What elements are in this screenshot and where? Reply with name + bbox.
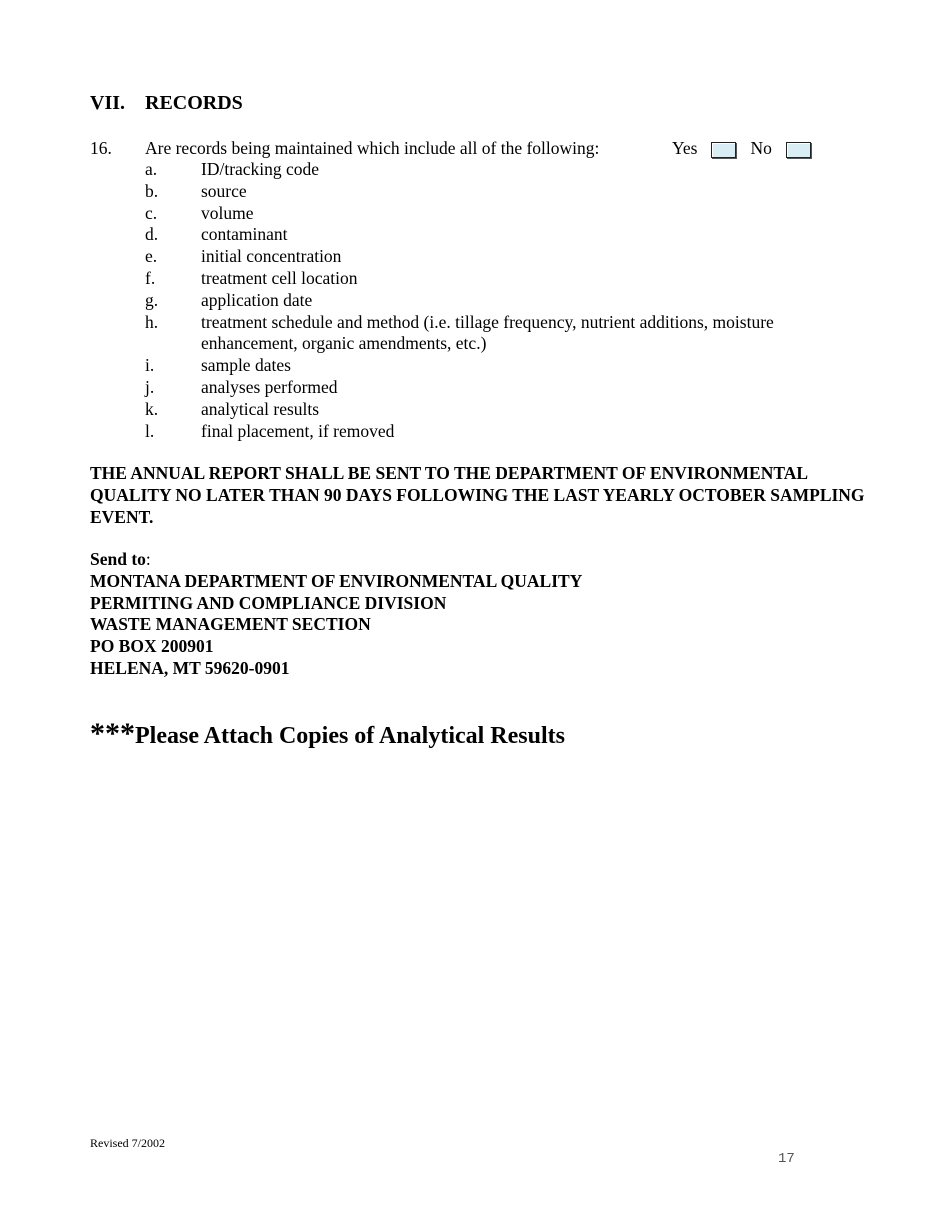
- item-letter: g.: [145, 289, 159, 310]
- page-number: 17: [778, 1151, 795, 1167]
- item-letter: h.: [145, 311, 159, 332]
- item-text: treatment cell location: [201, 267, 358, 288]
- item-letter: b.: [145, 180, 159, 201]
- no-checkbox[interactable]: [786, 142, 811, 158]
- address-line: PO BOX 200901: [90, 636, 214, 657]
- item-letter: l.: [145, 420, 155, 441]
- item-letter: c.: [145, 202, 158, 223]
- item-text: application date: [201, 289, 313, 310]
- item-text: volume: [201, 202, 254, 223]
- item-letter: j.: [145, 376, 155, 397]
- item-letter: f.: [145, 267, 156, 288]
- attach-results-note: [90, 717, 565, 753]
- yes-label: Yes: [672, 138, 698, 158]
- item-text: analytical results: [201, 398, 320, 419]
- address-line: PERMITING AND COMPLIANCE DIVISION: [90, 592, 447, 613]
- item-text: treatment schedule and method (i.e. tillage frequency, nutrient additions, moisture enhancement, organic amendments, etc.): [201, 311, 774, 354]
- item-letter: a.: [145, 159, 158, 179]
- item-letter: i.: [145, 355, 155, 376]
- address-line: MONTANA DEPARTMENT OF ENVIRONMENTAL QUALITY: [90, 570, 583, 591]
- address-line: WASTE MANAGEMENT SECTION: [90, 614, 371, 635]
- list-item: [145, 159, 825, 181]
- list-item: [145, 181, 825, 203]
- item-text: sample dates: [201, 355, 291, 376]
- item-text: analyses performed: [201, 376, 338, 397]
- item-text: contaminant: [201, 224, 288, 245]
- address-line: HELENA, MT 59620-0901: [90, 657, 290, 678]
- asterisks: ***: [90, 717, 135, 750]
- item-letter: k.: [145, 398, 159, 419]
- yes-checkbox[interactable]: [711, 142, 736, 158]
- section-number: VII.: [90, 92, 126, 114]
- list-item: [145, 290, 825, 312]
- list-item: [145, 203, 825, 225]
- list-item: [145, 224, 825, 246]
- records-list: [145, 159, 825, 442]
- yes-no-group: [672, 137, 811, 159]
- list-item: [145, 399, 825, 421]
- item-text: final placement, if removed: [201, 420, 395, 441]
- list-item: [145, 421, 825, 443]
- attach-text: Please Attach Copies of Analytical Results: [135, 723, 565, 749]
- list-item: [145, 246, 825, 268]
- item-text: source: [201, 180, 247, 201]
- annual-report-notice: THE ANNUAL REPORT SHALL BE SENT TO THE DEPARTMENT OF ENVIRONMENTAL QUALITY NO LATER THAN 90 DAYS FOLLOWING THE LAST YEARLY OCTOBER SAMPLING EVENT.: [90, 463, 865, 527]
- item-text: initial concentration: [201, 246, 342, 267]
- list-item: [145, 377, 825, 399]
- item-letter: e.: [145, 246, 158, 267]
- section-title: RECORDS: [145, 92, 243, 114]
- question-number: 16.: [90, 138, 112, 158]
- send-to-heading: [90, 549, 582, 571]
- item-text: ID/tracking code: [201, 159, 320, 179]
- list-item: [145, 355, 825, 377]
- question-text: Are records being maintained which include all of the following:: [145, 138, 600, 158]
- item-letter: d.: [145, 224, 159, 245]
- mailing-address: [90, 549, 582, 680]
- send-to-label: Send to: [90, 549, 146, 569]
- section-heading: [90, 90, 243, 116]
- list-item: [145, 268, 825, 290]
- no-label: No: [750, 138, 772, 158]
- list-item: [145, 312, 825, 356]
- revision-date: Revised 7/2002: [90, 1136, 165, 1150]
- send-to-colon: :: [145, 549, 151, 569]
